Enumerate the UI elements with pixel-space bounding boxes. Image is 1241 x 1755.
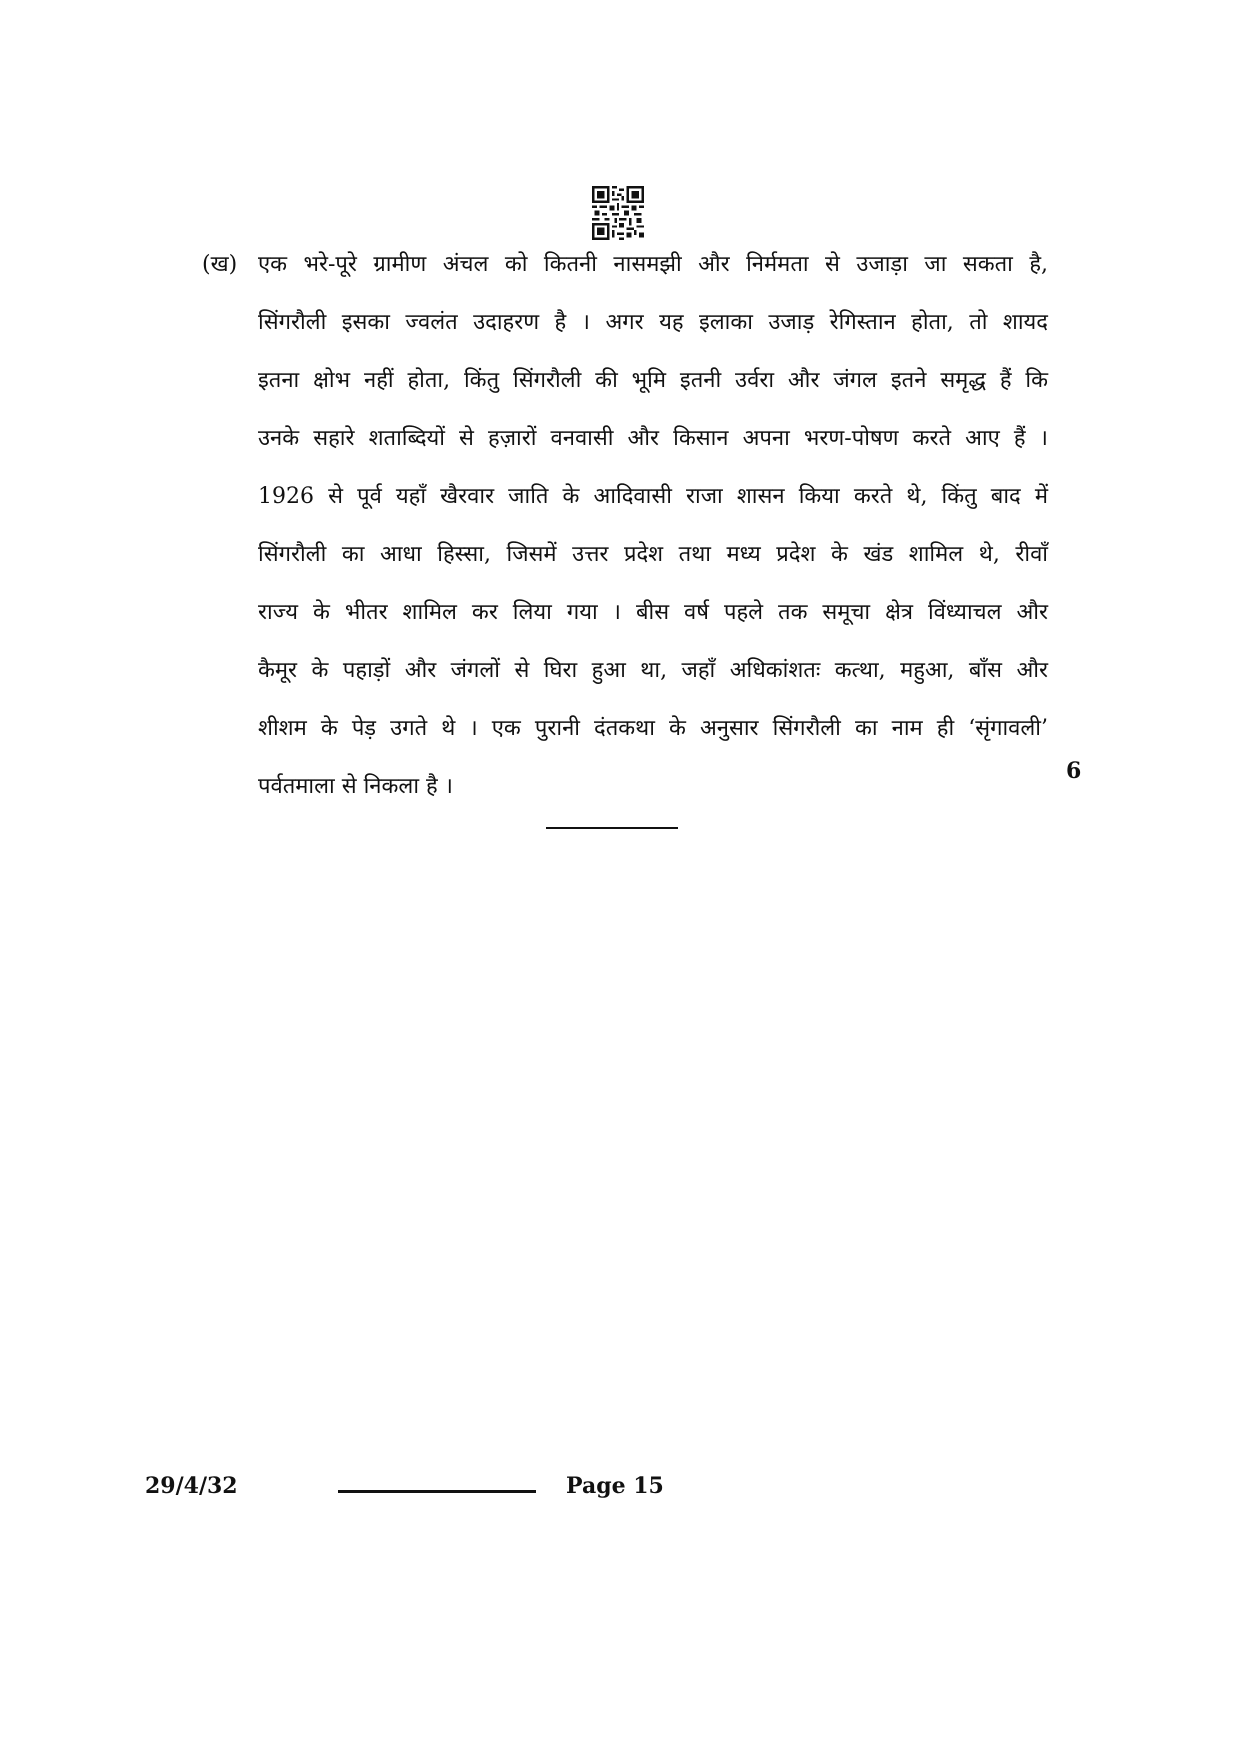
passage-line: 1926 से पूर्व यहाँ खैरवार जाति के आदिवासी राजा शासन किया करते थे, किंतु बाद में bbox=[258, 484, 1048, 509]
passage bbox=[258, 247, 1048, 827]
question-label: (ख) bbox=[202, 252, 238, 277]
footer-divider bbox=[338, 1490, 536, 1493]
passage-line: सिंगरौली इसका ज्वलंत उदाहरण है । अगर यह इलाका उजाड़ रेगिस्तान होता, तो शायद bbox=[258, 310, 1048, 335]
page-number: Page 15 bbox=[566, 1473, 664, 1499]
passage-line: उनके सहारे शताब्दियों से हज़ारों वनवासी और किसान अपना भरण-पोषण करते आए हैं । bbox=[258, 426, 1048, 451]
paper-code: 29/4/32 bbox=[145, 1473, 238, 1499]
passage-line: इतना क्षोभ नहीं होता, किंतु सिंगरौली की भूमि इतनी उर्वरा और जंगल इतने समृद्ध हैं कि bbox=[258, 368, 1048, 393]
passage-line: कैमूर के पहाड़ों और जंगलों से घिरा हुआ था, जहाँ अधिकांशतः कत्था, महुआ, बाँस और bbox=[258, 658, 1048, 683]
passage-line: शीशम के पेड़ उगते थे । एक पुरानी दंतकथा के अनुसार सिंगरौली का नाम ही ‘सृंगावली’ bbox=[258, 716, 1048, 741]
marks: 6 bbox=[1066, 758, 1082, 784]
passage-line: पर्वतमाला से निकला है । bbox=[258, 774, 454, 799]
end-divider bbox=[546, 827, 678, 829]
passage-line: एक भरे-पूरे ग्रामीण अंचल को कितनी नासमझी और निर्ममता से उजाड़ा जा सकता है, bbox=[258, 252, 1048, 277]
passage-line: राज्य के भीतर शामिल कर लिया गया । बीस वर्ष पहले तक समूचा क्षेत्र विंध्याचल और bbox=[258, 600, 1048, 625]
passage-line: सिंगरौली का आधा हिस्सा, जिसमें उत्तर प्रदेश तथा मध्य प्रदेश के खंड शामिल थे, रीवाँ bbox=[258, 542, 1048, 567]
qr-code bbox=[592, 186, 644, 240]
